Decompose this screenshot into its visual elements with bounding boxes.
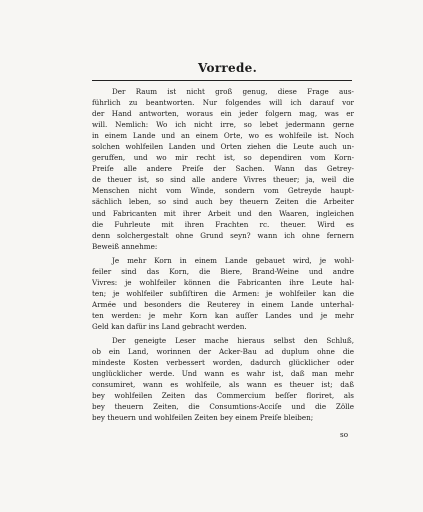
running-head-title: Vorrede. bbox=[198, 61, 258, 75]
text-line: feiler sind das Korn, die Biere, Brand-Weine und andre bbox=[92, 266, 354, 276]
text-line: führlich zu beantworten. Nur folgendes will ich darauf vor bbox=[92, 98, 354, 108]
paragraph bbox=[92, 335, 354, 423]
text-line: Menschen nicht vom Winde, sondern vom Getreyde haupt- bbox=[92, 186, 354, 196]
text-line: Beweiß annehme: bbox=[92, 241, 158, 251]
text-line: geruffen, und wo mir recht ist, so dependiren vom Korn- bbox=[92, 153, 354, 163]
text-line: Geld kan dafür ins Land gebracht werden. bbox=[92, 321, 247, 331]
text-line: ten werden: je mehr Korn kan auſſer Landes und je mehr bbox=[92, 310, 354, 320]
text-line: will. Nemlich: Wo ich nicht irre, so lebet jedermann gerne bbox=[92, 120, 354, 130]
running-head bbox=[92, 61, 352, 77]
text-line: Der geneigte Leser mache hieraus selbst den Schluß, bbox=[112, 336, 354, 346]
body-text bbox=[92, 86, 354, 423]
text-line: Je mehr Korn in einem Lande gebauet wird, je wohl- bbox=[112, 255, 354, 265]
text-line: mindeste Kosten verbessert worden, dadurch glücklicher oder bbox=[92, 358, 354, 368]
text-line: unglücklicher werde. Und wann es wahr ist, daß man mehr bbox=[92, 369, 354, 379]
text-line: die Fuhrleute mit ihren Frachten rc. theuer. Wird es bbox=[92, 219, 354, 229]
text-line: de theuer ist, so sind alle andere Vivres theuer; ja, weil die bbox=[92, 175, 354, 185]
text-line: bey theuern Zeiten, die Consumtions-Acciſe und die Zölle bbox=[92, 402, 354, 412]
text-line: ob ein Land, worinnen der Acker-Bau ad duplum ohne die bbox=[92, 347, 354, 357]
text-line: Preiſe alle andere Preiſe der Sachen. Wann das Getrey- bbox=[92, 164, 354, 174]
text-line: Armée und besonders die Reuterey in einem Lande unterhal- bbox=[92, 299, 354, 309]
text-line: bey theuern und wohlfeilen Zeiten bey einem Preiſe bleiben; bbox=[92, 413, 314, 423]
text-line: und Fabricanten mit ihrer Arbeit und den Waaren, ingleichen bbox=[92, 208, 354, 218]
header-rule bbox=[92, 80, 352, 81]
text-line: Vivres: je wohlfeiler können die Fabricanten ihre Leute hal- bbox=[92, 277, 354, 287]
text-line: bey wohlfeilen Zeiten das Commercium beſſer floriret, als bbox=[92, 391, 354, 401]
text-line: in einem Lande und an einem Orte, wo es wohlfeile ist. Noch bbox=[92, 131, 354, 141]
text-line: Der Raum ist nicht groß genug, diese Frage aus- bbox=[112, 87, 354, 96]
text-line: sächlich leben, so sind auch bey theuern Zeiten die Arbeiter bbox=[92, 197, 354, 207]
text-line: consumiret, wann es wohlfeile, als wann es theuer ist; daß bbox=[92, 380, 354, 390]
paragraph bbox=[92, 86, 354, 252]
catchword: so bbox=[340, 430, 349, 439]
text-line: ten; je wohlfeiler subſiſtiren die Armen: je wohlfeiler kan die bbox=[92, 288, 354, 298]
text-line: solchen wohlfeilen Landen und Orten ziehen die Leute auch un- bbox=[92, 142, 354, 152]
text-line: denn solchergestalt ohne Grund seyn? wann ich ohne fernern bbox=[92, 230, 354, 240]
text-line: der Hand antworten, woraus ein jeder folgern mag, was er bbox=[92, 109, 354, 119]
paragraph bbox=[92, 255, 354, 332]
